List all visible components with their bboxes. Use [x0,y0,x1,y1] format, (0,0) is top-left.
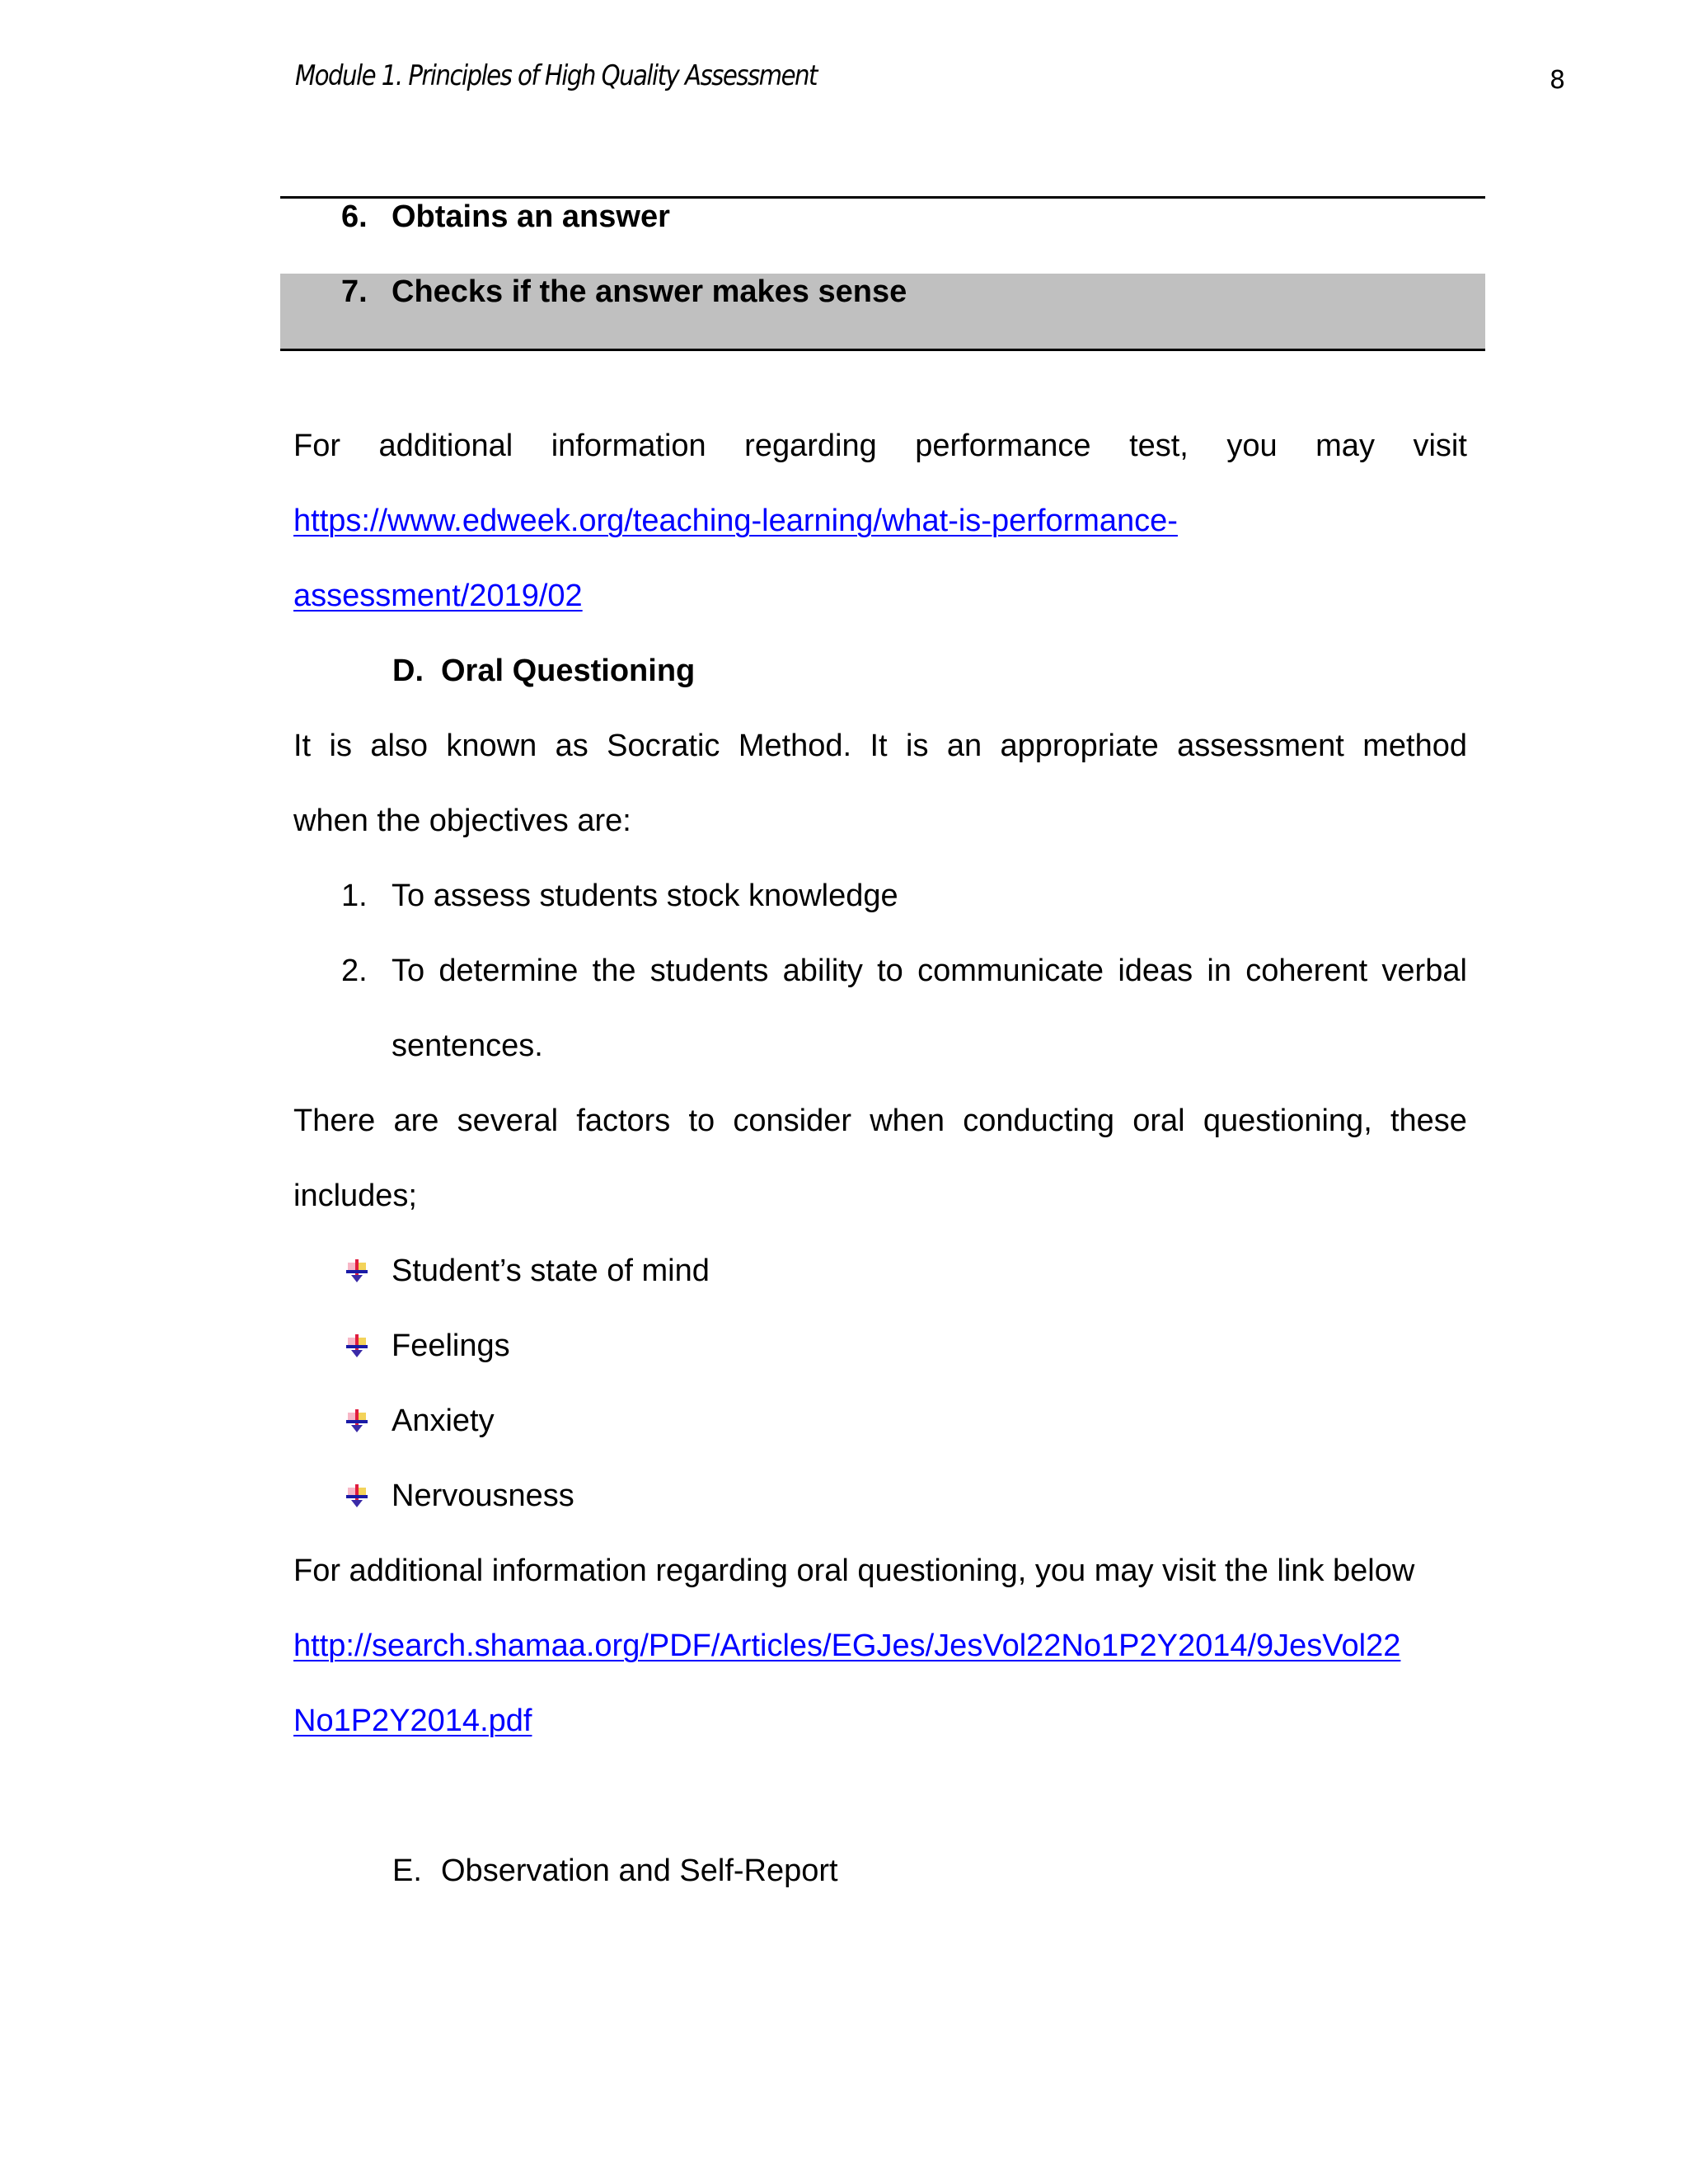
section-e-title: Observation and Self-Report [441,1854,838,1888]
objective-number: 1. [341,879,368,913]
performance-info-word: performance [915,429,1091,463]
objective-text-word: coherent [1245,954,1368,988]
factors-intro [293,1102,1467,1140]
section-d-title: Oral Questioning [441,654,696,688]
factors-intro-word: questioning, [1203,1104,1372,1138]
objective-text-word: students [649,954,769,988]
objective-text-word: the [592,954,636,988]
objective-text-word: to [877,954,903,988]
objective-text-word: in [1207,954,1231,988]
arrow-bullet-icon [345,1409,369,1434]
section-d-intro-word: an [946,729,982,763]
performance-info-word: you [1226,429,1278,463]
oral-questioning-link[interactable]: http://search.shamaa.org/PDF/Articles/EGJes/JesVol22No1P2Y2014/9JesVol22 [293,1629,1401,1663]
objective-number: 2. [341,954,368,988]
table-row-text: Obtains an answer [392,199,670,234]
performance-info-word: For [293,429,340,463]
section-d-intro-word: is [906,729,929,763]
factors-intro-word: are [393,1104,439,1138]
page-header-title: Module 1. Principles of High Quality Assessment [295,59,817,92]
factor-item: Feelings [392,1329,510,1363]
objective-text-word: To [392,954,425,988]
factors-intro-word: to [688,1104,715,1138]
factors-intro-word: There [293,1104,376,1138]
section-d-intro-word: It [293,729,312,763]
objective-text-word: ideas [1118,954,1193,988]
performance-info-text [293,427,1467,465]
section-d-intro-word: as [555,729,588,763]
objective-text-continued: sentences. [392,1029,543,1063]
factors-intro-word: when [870,1104,945,1138]
section-d-intro-continued: when the objectives are: [293,804,631,838]
objective-text [392,952,1467,990]
factors-intro-word: these [1390,1104,1467,1138]
factors-intro-word: factors [576,1104,671,1138]
objective-text-word: ability [782,954,863,988]
section-d-intro-word: is [329,729,352,763]
section-d-intro-word: appropriate [1000,729,1159,763]
objective-text-word: communicate [917,954,1104,988]
arrow-bullet-icon [345,1334,369,1359]
section-e-letter: E. [392,1854,422,1888]
section-d-intro [293,727,1467,765]
performance-info-word: may [1315,429,1375,463]
section-d-intro-word: also [370,729,429,763]
factors-intro-word: several [457,1104,559,1138]
factor-item: Student’s state of mind [392,1254,710,1288]
table-row-text: Checks if the answer makes sense [392,274,907,309]
table-row-number: 7. [341,274,368,309]
section-d-intro-word: It [870,729,888,763]
page-number: 8 [1550,66,1566,95]
section-d-intro-word: Method. [738,729,852,763]
section-d-intro-word: method [1362,729,1467,763]
factors-intro-continued: includes; [293,1179,417,1213]
section-d-intro-word: known [446,729,537,763]
performance-info-word: visit [1413,429,1467,463]
performance-assessment-link[interactable]: https://www.edweek.org/teaching-learning/what-is-performance- [293,504,1178,538]
performance-info-word: regarding [744,429,877,463]
section-d-intro-word: Socratic [607,729,720,763]
table-row-number: 6. [341,199,368,234]
performance-info-word: additional [378,429,513,463]
oral-questioning-more-info: For additional information regarding oral questioning, you may visit the link below [293,1554,1415,1588]
factors-intro-word: consider [733,1104,852,1138]
performance-info-word: information [551,429,706,463]
factors-intro-word: oral [1132,1104,1185,1138]
arrow-bullet-icon [345,1259,369,1284]
factor-item: Nervousness [392,1479,574,1513]
oral-questioning-link-continued[interactable]: No1P2Y2014.pdf [293,1704,532,1738]
performance-info-word: test, [1129,429,1189,463]
objective-text-word: determine [438,954,579,988]
table-bottom-rule [280,349,1485,351]
arrow-bullet-icon [345,1484,369,1509]
objective-text-word: verbal [1381,954,1467,988]
objective-text: To assess students stock knowledge [392,879,898,913]
section-d-intro-word: assessment [1177,729,1344,763]
factor-item: Anxiety [392,1404,495,1438]
section-d-letter: D. [392,654,424,688]
factors-intro-word: conducting [963,1104,1115,1138]
performance-assessment-link-continued[interactable]: assessment/2019/02 [293,579,583,613]
